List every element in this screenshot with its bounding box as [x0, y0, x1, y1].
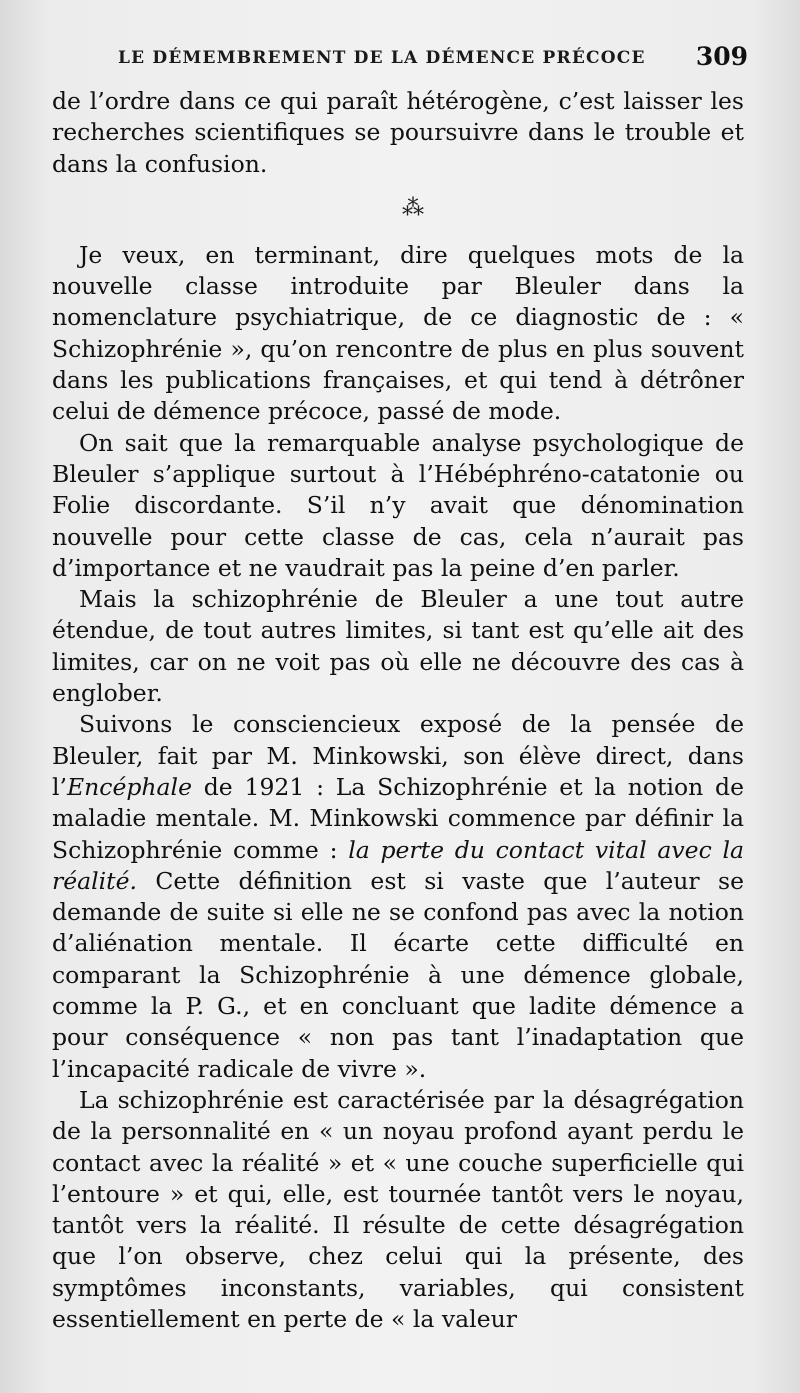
page-number: 309 — [695, 42, 748, 71]
paragraph-bleuler-analysis: On sait que la remarquable analyse psychologique de Bleuler s’applique surtout à l’Hébéphréno-catatonie ou Folie discordante. S’il n’y avait que dénomination nouvelle pour cette classe de cas, cela n’aurait pas d’importance et ne vaudrait pas la peine d’en parler. — [52, 428, 744, 582]
asterism-divider: ⁂ — [402, 195, 424, 221]
paragraph-desagregation: La schizophrénie est caractérisée par la désagrégation de la personnalité en « un noyau profond ayant perdu le contact avec la réalité » et « une couche superficielle qui l’entoure » et qui, elle, est tournée tantôt vers le noyau, tantôt vers la réalité. Il résulte de cette désagrégation que l’on observe, chez celui qui la présente, des symptômes inconstants, variables, qui consistent essentiellement en perte de « la valeur — [52, 1085, 744, 1333]
paragraph-minkowski — [52, 709, 744, 1085]
running-title: LE DÉMEMBREMENT DE LA DÉMENCE PRÉCOCE — [118, 48, 646, 68]
text-run: Suivons le consciencieux exposé de la pensée de Bleuler, fait par M. Minkowski, son élève direct, dans l’ — [52, 710, 744, 801]
text-run: Cette définition est si vaste que l’auteur se demande de suite si elle ne se confond pas avec la notion d’aliénation mentale. Il écarte cette difficulté en comparant la Schizophrénie à une démence globale, comme la P. G., et en concluant que ladite démence a pour conséquence « non pas tant l’inadaptation que l’incapacité radicale de vivre ». — [52, 866, 744, 1083]
running-head — [118, 42, 748, 72]
body-text — [52, 86, 744, 1335]
italic-journal-title: Encéphale — [67, 772, 192, 801]
italic-definition: la perte du contact vital avec la réalité. — [52, 835, 744, 895]
paragraph-bleuler-extent: Mais la schizophrénie de Bleuler a une tout autre étendue, de tout autres limites, si tant est qu’elle ait des limites, car on ne voit pas où elle ne découvre des cas à englober. — [52, 585, 744, 708]
paragraph-continuation: de l’ordre dans ce qui paraît hétérogène, c’est laisser les recherches scientifiques se poursuivre dans le trouble et dans la confusion. — [52, 87, 744, 178]
text-run: de 1921 : La Schizophrénie et la notion de maladie mentale. M. Minkowski commence par définir la Schizophrénie comme : — [52, 772, 744, 864]
paragraph-schizophrenie-intro: Je veux, en terminant, dire quelques mots de la nouvelle classe introduite par Bleuler dans la nomenclature psychiatrique, de ce diagnostic de : « Schizophrénie », qu’on rencontre de plus en plus souvent dans les publications françaises, et qui tend à détrôner celui de démence précoce, passé de mode. — [52, 240, 744, 426]
